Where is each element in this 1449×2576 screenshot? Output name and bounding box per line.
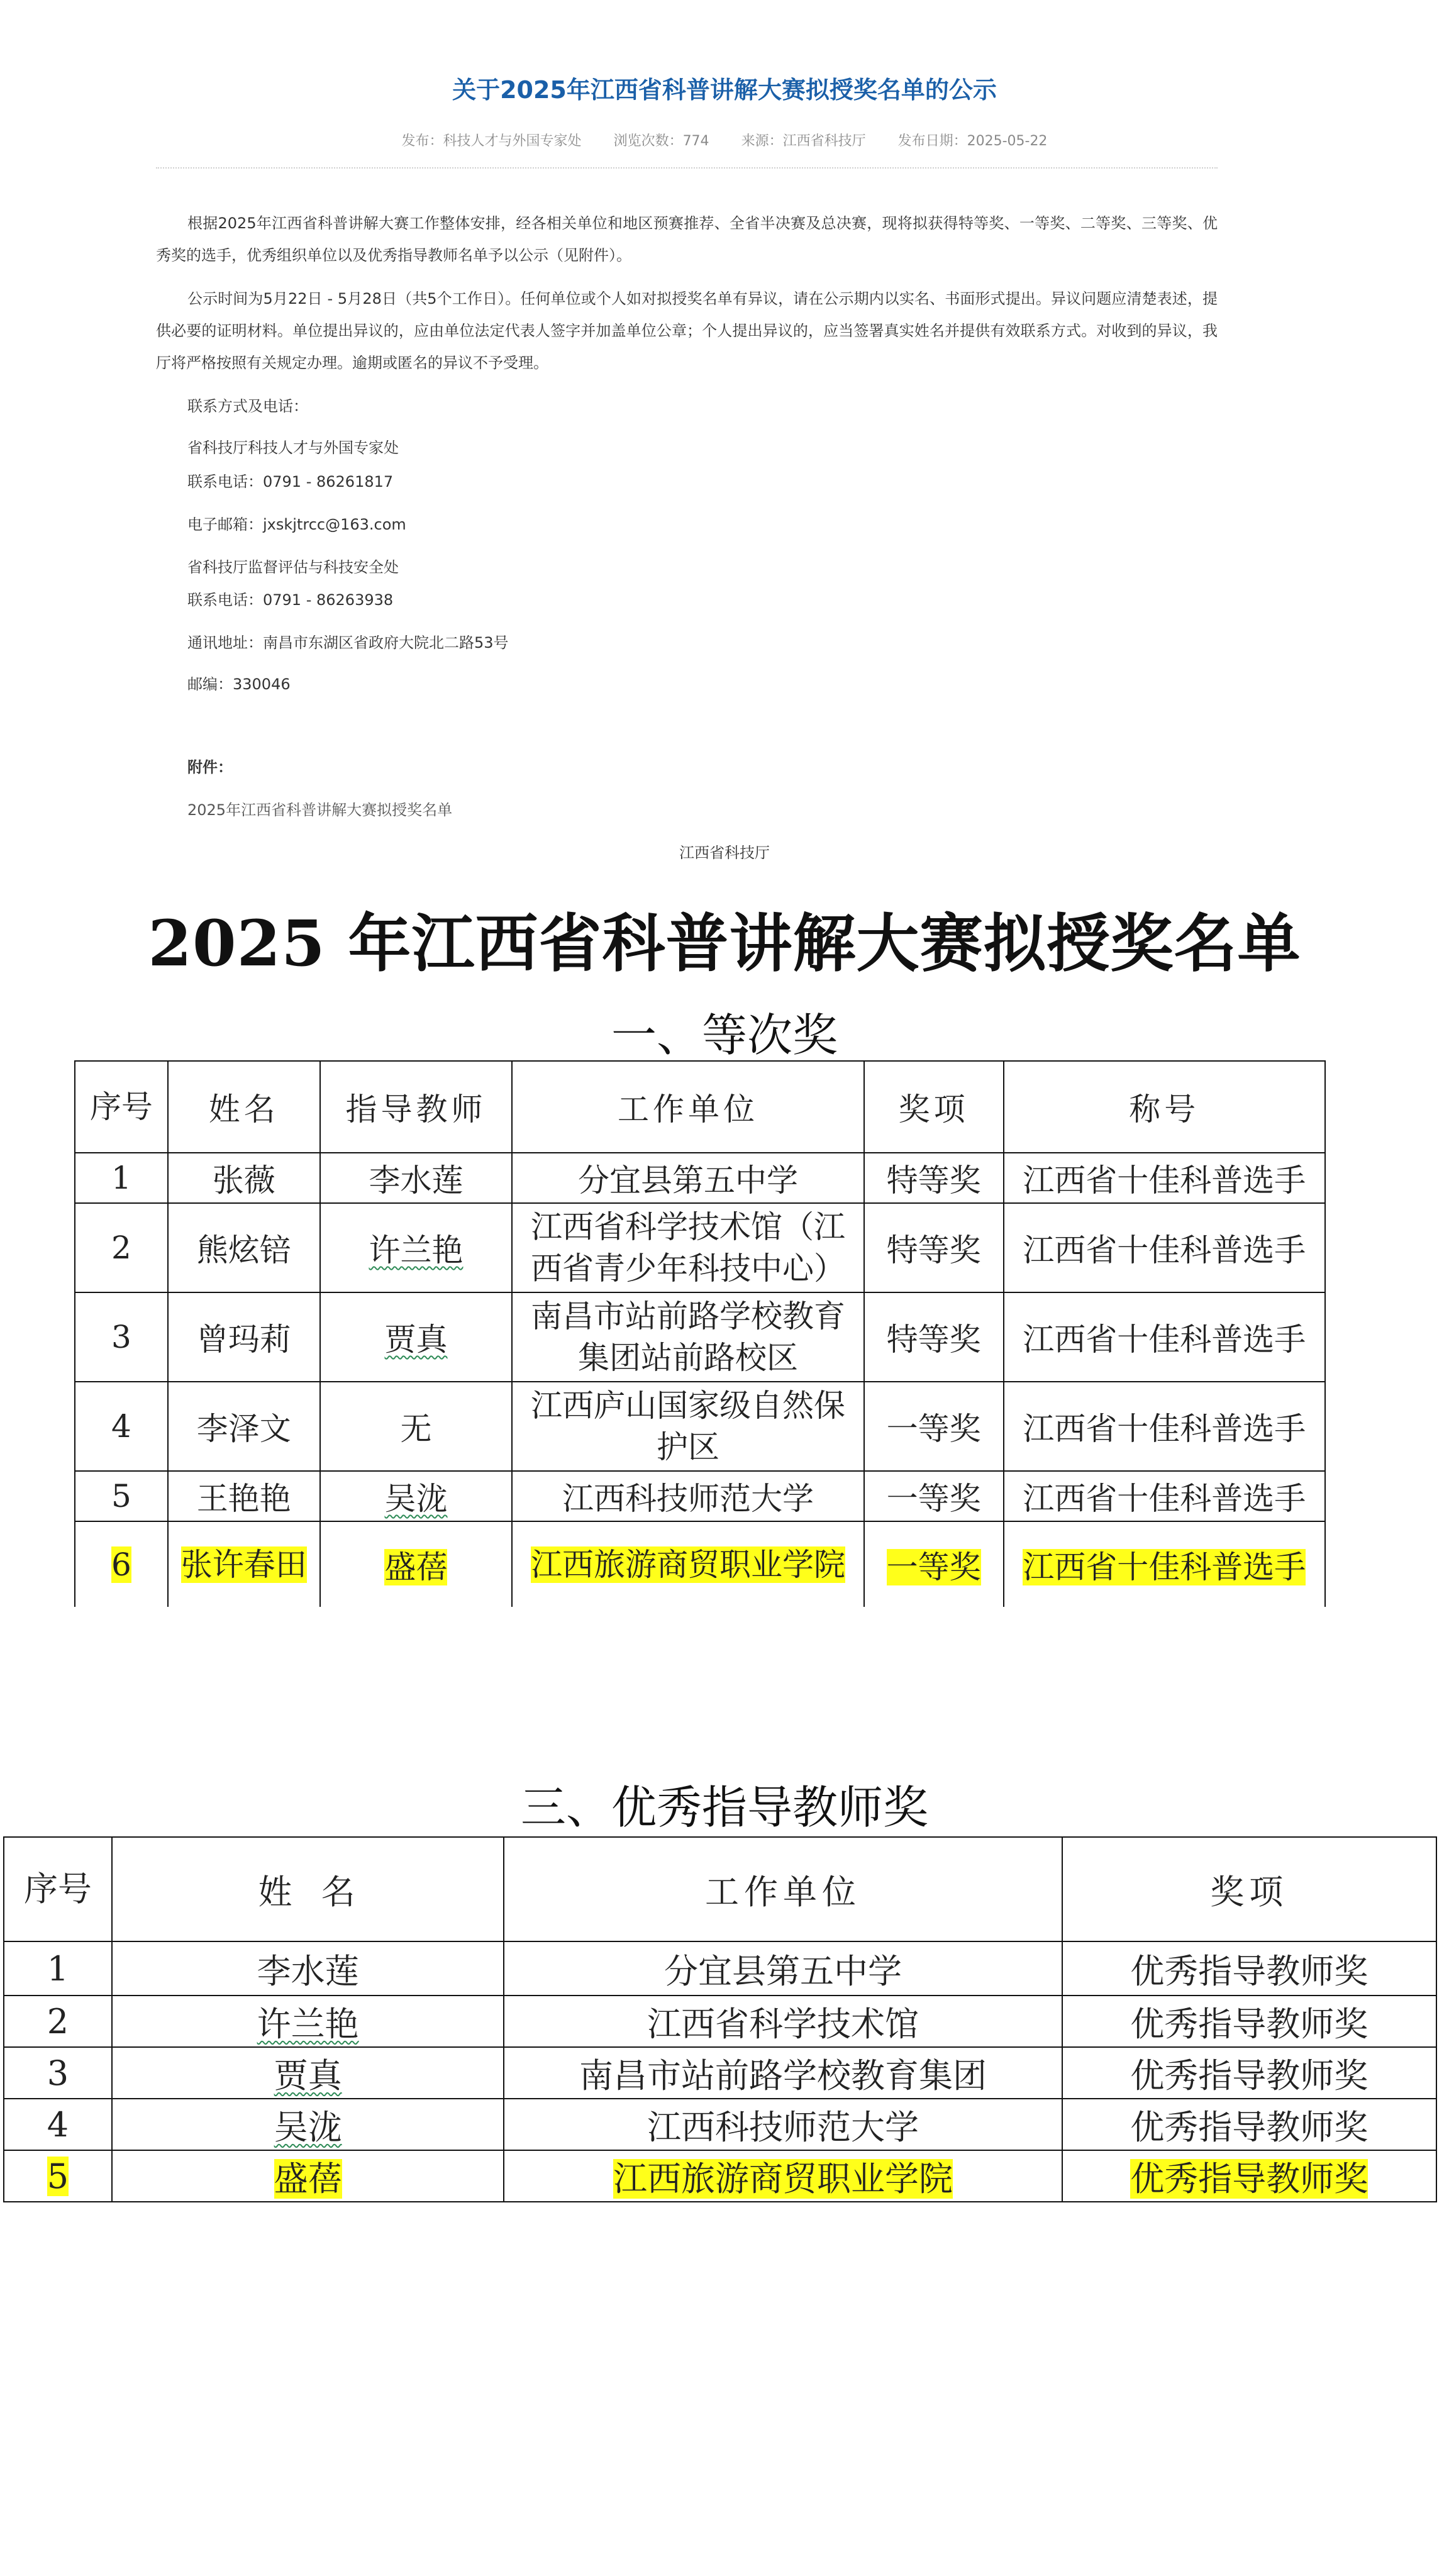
cell-no: 4 [75, 1382, 168, 1471]
cell-name: 张薇 [168, 1153, 320, 1203]
cell-no: 2 [4, 1996, 112, 2047]
cell-award: 特等奖 [864, 1292, 1004, 1382]
cell-name: 许兰艳 [257, 2004, 359, 2044]
cell-unit: 南昌市站前路学校教育集团站前路校区 [512, 1292, 863, 1382]
cell-award: 一等奖 [864, 1382, 1004, 1471]
table-row [4, 2099, 1436, 2150]
cell-name: 王艳艳 [168, 1471, 320, 1521]
contact-heading: 联系方式及电话： [187, 397, 308, 415]
header-cell: 工作单位 [504, 1837, 1062, 1941]
cell-name: 李泽文 [168, 1382, 320, 1471]
table-header-row [4, 1837, 1436, 1941]
cell-teacher: 许兰艳 [369, 1232, 464, 1269]
cell-honor: 江西省十佳科普选手 [1004, 1471, 1325, 1521]
cell-name: 曾玛莉 [168, 1292, 320, 1382]
paragraph: 公示时间为5月22日 - 5月28日（共5个工作日）。任何单位或个人如对拟授奖名单有异议，请在公示期内以实名、书面形式提出。异议问题应清楚表述，提供必要的证明材料。单位提出异议的，应由单位法定代表人签字并加盖单位公章；个人提出异议的，应当签署真实姓名并提供有效联系方式。对收到的异议，我厅将严格按照有关规定办理。逾期或匿名的异议不予受理。 [156, 290, 1218, 372]
table-row [75, 1203, 1325, 1292]
cell-honor: 江西省十佳科普选手 [1004, 1382, 1325, 1471]
cell-unit: 江西旅游商贸职业学院 [531, 1546, 846, 1583]
cell-unit: 江西庐山国家级自然保护区 [512, 1382, 863, 1471]
meta-source: 来源：江西省科技厅 [741, 133, 866, 149]
cell-award: 优秀指导教师奖 [1062, 1996, 1436, 2047]
cell-award: 优秀指导教师奖 [1130, 2158, 1368, 2199]
scan-main-title: 2025 年江西省科普讲解大赛拟授奖名单 [148, 906, 1301, 980]
contact-address: 通讯地址：南昌市东湖区省政府大院北二路53号 [187, 634, 509, 652]
cell-award: 一等奖 [886, 1548, 981, 1585]
attachment-link[interactable]: 2025年江西省科普讲解大赛拟授奖名单 [187, 801, 453, 819]
contact-postcode: 邮编：330046 [187, 675, 291, 693]
cell-teacher: 盛蓓 [384, 1548, 448, 1585]
header-cell: 姓 名 [112, 1837, 504, 1941]
cell-no: 4 [4, 2099, 112, 2150]
header-cell: 工作单位 [512, 1061, 863, 1153]
cell-no: 1 [75, 1153, 168, 1203]
meta-publisher: 发布：科技人才与外国专家处 [401, 133, 582, 149]
contact-phone2: 联系电话：0791 - 86263938 [187, 591, 394, 609]
meta-date: 发布日期：2025-05-22 [897, 133, 1048, 149]
cell-name: 吴泷 [274, 2107, 342, 2147]
teacher-award-table [3, 1836, 1437, 2202]
meta-views: 浏览次数：774 [613, 133, 709, 149]
cell-no: 3 [4, 2047, 112, 2099]
cell-no: 1 [4, 1941, 112, 1996]
award-table [74, 1060, 1326, 1607]
cell-no: 5 [47, 2156, 69, 2196]
cell-award: 特等奖 [864, 1153, 1004, 1203]
table-row [75, 1153, 1325, 1203]
cell-unit: 南昌市站前路学校教育集团 [504, 2047, 1062, 2099]
header-cell: 称号 [1004, 1061, 1325, 1153]
cell-honor: 江西省十佳科普选手 [1004, 1203, 1325, 1292]
cell-teacher: 无 [320, 1382, 513, 1471]
cell-unit: 分宜县第五中学 [504, 1941, 1062, 1996]
paragraph: 根据2025年江西省科普讲解大赛工作整体安排，经各相关单位和地区预赛推荐、全省半决赛及总决赛，现将拟获得特等奖、一等奖、二等奖、三等奖、优秀奖的选手，优秀组织单位以及优秀指导教师名单予以公示（见附件）。 [156, 214, 1218, 264]
header-cell: 姓名 [168, 1061, 320, 1153]
cell-award: 优秀指导教师奖 [1062, 2099, 1436, 2150]
cell-teacher: 李水莲 [320, 1153, 513, 1203]
cell-name: 李水莲 [112, 1941, 504, 1996]
contact-email: 电子邮箱：jxskjtrcc@163.com [187, 516, 406, 533]
cell-unit: 江西省科学技术馆（江西省青少年科技中心） [512, 1203, 863, 1292]
article-body [156, 208, 1218, 391]
cell-name: 熊炫锫 [168, 1203, 320, 1292]
table-row [75, 1292, 1325, 1382]
table-row [75, 1382, 1325, 1471]
table-row [4, 2047, 1436, 2099]
cell-honor: 江西省十佳科普选手 [1004, 1292, 1325, 1382]
article-meta [0, 130, 1449, 150]
contact-phone1: 联系电话：0791 - 86261817 [187, 473, 394, 491]
cell-no: 5 [75, 1471, 168, 1521]
header-cell: 指导教师 [320, 1061, 513, 1153]
cell-award: 一等奖 [864, 1471, 1004, 1521]
section3-title: 三、优秀指导教师奖 [520, 1781, 928, 1834]
cell-award: 优秀指导教师奖 [1062, 2047, 1436, 2099]
cell-award: 特等奖 [864, 1203, 1004, 1292]
table-header-row [75, 1061, 1325, 1153]
cell-honor: 江西省十佳科普选手 [1023, 1548, 1306, 1585]
cell-unit: 分宜县第五中学 [512, 1153, 863, 1203]
table-row-highlighted [75, 1521, 1325, 1607]
header-cell: 奖项 [1062, 1837, 1436, 1941]
cell-award: 优秀指导教师奖 [1062, 1941, 1436, 1996]
cell-name: 张许春田 [180, 1546, 307, 1583]
cell-teacher: 贾真 [384, 1321, 448, 1358]
cell-no: 3 [75, 1292, 168, 1382]
cell-unit: 江西科技师范大学 [512, 1471, 863, 1521]
attachment-label: 附件： [187, 758, 233, 776]
header-cell: 奖项 [864, 1061, 1004, 1153]
cell-name: 贾真 [274, 2055, 342, 2096]
title-divider [156, 167, 1218, 169]
cell-honor: 江西省十佳科普选手 [1004, 1153, 1325, 1203]
header-cell: 序号 [4, 1837, 112, 1941]
cell-unit: 江西科技师范大学 [504, 2099, 1062, 2150]
cell-teacher: 吴泷 [384, 1480, 448, 1517]
table-row [4, 1941, 1436, 1996]
cell-name: 盛蓓 [274, 2158, 342, 2199]
section1-title: 一、等次奖 [611, 1009, 838, 1062]
article-title: 关于2025年江西省科普讲解大赛拟授奖名单的公示 [452, 76, 997, 104]
table-row [75, 1471, 1325, 1521]
signoff: 江西省科技厅 [679, 844, 770, 862]
cell-no: 6 [111, 1546, 131, 1583]
table-row [4, 1996, 1436, 2047]
contact-dept1: 省科技厅科技人才与外国专家处 [187, 439, 399, 457]
header-cell: 序号 [75, 1061, 168, 1153]
contact-dept2: 省科技厅监督评估与科技安全处 [187, 558, 399, 576]
table-row-highlighted [4, 2150, 1436, 2202]
cell-unit: 江西旅游商贸职业学院 [613, 2158, 953, 2199]
cell-no: 2 [75, 1203, 168, 1292]
cell-unit: 江西省科学技术馆 [504, 1996, 1062, 2047]
